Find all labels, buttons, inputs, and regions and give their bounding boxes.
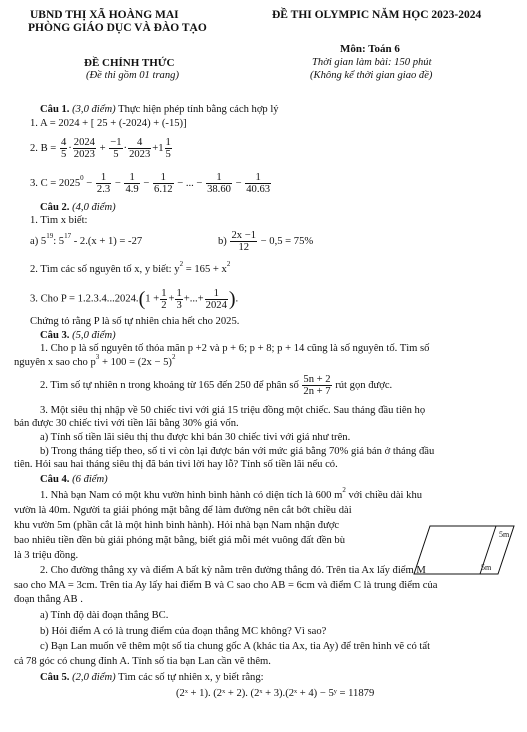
- figure-label-top: 5m: [499, 530, 510, 539]
- q2-part2: 2. Tìm các số nguyên tố x, y biết: $y^2 = 165 + x^2$: [30, 260, 231, 275]
- q4-part2-line1: 2. Cho đường thẳng xy và điểm A bất kỳ nằm trên đường thẳng đó. Trên tia Ax lấy điểm M: [40, 565, 426, 576]
- q4-part2-line3: đoạn thẳng AB .: [14, 594, 83, 605]
- header-official: ĐỀ CHÍNH THỨC: [84, 57, 175, 69]
- q4-part1-line2: vườn là 40m. Người ta giải phóng mặt bằng để làm đường nên cắt bớt chiều dài: [14, 505, 352, 516]
- q2-part1: 1. Tìm x biết:: [30, 215, 88, 226]
- q2-part1-a: a) $5^{19}$: $5^{17} - 2.(x + 1) = -27$: [30, 232, 143, 247]
- q1-part-c: 3. $C = 2025^0$ − $\frac{1}{2.3}$ − $\frac{1}{4.9}$ − $\frac{1}{6.12}$ − ... − $\frac{1}{38.60}$ − $\frac{1}{40.63}$: [30, 172, 271, 196]
- q3-part3-b-line2: tiên. Hỏi sau hai tháng siêu thị đã bán tivi lời hay lỗ? Tính số tiền lãi nếu có.: [14, 459, 338, 470]
- q4-title: Câu 4. (6 điểm): [40, 474, 108, 485]
- q3-title: Câu 3. (5,0 điểm): [40, 330, 116, 341]
- header-pages: (Đề thi gồm 01 trang): [86, 70, 179, 81]
- q2-part1-b: b) $\frac{2x -1}{12}$ − 0,5 = 75%: [218, 230, 314, 254]
- q4-part2-c-line1: c) Bạn Lan muốn vẽ thêm một số tia chung gốc A (khác tia Ax, tia Ay) để trên hình vẽ có tất: [40, 641, 431, 652]
- q2-part3: 3. Cho P = 1.2.3.4...2024.(1 + $\frac{1}{2}$ + $\frac{1}{3}$ +...+ $\frac{1}{2024}$ ).: [30, 287, 239, 311]
- header-exam-title: ĐỀ THI OLYMPIC NĂM HỌC 2023-2024: [272, 9, 482, 21]
- q4-part2-c-line2: cả 78 góc có chung đỉnh A. Tính số tia bạn Lan cần vẽ thêm.: [14, 656, 271, 667]
- q3-part1-line2: nguyên x sao cho $p^3 + 100 = (2x - 5)^2$: [14, 353, 176, 368]
- header-subject: Môn: Toán 6: [340, 43, 400, 55]
- parallelogram-figure: [412, 524, 516, 576]
- q3-part3-b-line1: b) Trong tháng tiếp theo, số ti vi còn lại được bán với mức giá bằng 70% giá bán ở tháng đầu: [40, 446, 435, 457]
- q4-part2-line2: sao cho MA = 3cm. Trên tia Ay lấy hai điểm B và C sao cho AB = 6cm và điểm C là trung điểm của: [14, 580, 438, 591]
- header-time: Thời gian làm bài: 150 phút: [312, 57, 432, 68]
- q4-part1-line1: 1. Nhà bạn Nam có một khu vườn hình bình hành có diện tích là 600 $m^2$ với chiều dài khu: [40, 486, 423, 501]
- q1-part-b: 2. B = $\frac{4}{5}$ · $\frac{2024}{2023}$ + $\frac{-1}{5}$ · $\frac{4}{2023}$ +1 $\frac{1}{5}$: [30, 137, 171, 161]
- q2-part3-conclusion: Chứng tỏ rằng P là số tự nhiên chia hết cho 2025.: [30, 316, 240, 327]
- q3-part2: 2. Tìm số tự nhiên n trong khoảng từ 165 đến 250 để phân số $\frac{5n + 2}{2n + 7}$ rút gọn được.: [40, 374, 393, 398]
- q5-equation: (2ˣ + 1). (2ˣ + 2). (2ˣ + 3).(2ˣ + 4) − 5ʸ = 11879: [176, 688, 375, 699]
- q2-title: Câu 2. (4,0 điểm): [40, 202, 116, 213]
- q1-part-a: 1. A = 2024 + [ 25 + (-2024) + (-15)]: [30, 118, 187, 129]
- q4-part2-a: a) Tính độ dài đoạn thẳng BC.: [40, 610, 169, 621]
- q4-part1-line3: khu vườn 5m (phần cắt là một hình bình hành). Hỏi nhà bạn Nam nhận được: [14, 520, 340, 531]
- figure-label-bottom: 5m: [481, 563, 492, 572]
- q4-part1-line5: là 3 triệu đồng.: [14, 550, 79, 561]
- q3-part1-line1: 1. Cho p là số nguyên tố thỏa mãn p +2 và p + 6; p + 8; p + 14 cũng là số nguyên tố. Tìm số: [40, 343, 430, 354]
- q3-part3-line1: 3. Một siêu thị nhập về 50 chiếc tivi với giá 15 triệu đồng một chiếc. Sau tháng đầu tiên họ: [40, 405, 426, 416]
- q3-part3-line2: bán được 30 chiếc tivi với tiền lãi bằng 30% giá vốn.: [14, 418, 239, 429]
- q5-title: Câu 5. (2,0 điểm) Tìm các số tự nhiên x, y biết rằng:: [40, 672, 264, 683]
- header-authority: UBND THỊ XÃ HOÀNG MAI: [30, 9, 179, 21]
- q1-title: Câu 1. (3,0 điểm) Thực hiện phép tính bằng cách hợp lý: [40, 104, 279, 115]
- q4-part1-line4: bao nhiêu tiền đền bù giải phóng mặt bằng, biết giá mỗi mét vuông đất đền bù: [14, 535, 345, 546]
- q3-part3-a: a) Tính số tiền lãi siêu thị thu được khi bán 30 chiếc tivi với giá như trên.: [40, 432, 351, 443]
- q4-part2-b: b) Hỏi điểm A có là trung điểm của đoạn thẳng MC không? Vì sao?: [40, 626, 327, 637]
- header-time-note: (Không kể thời gian giao đề): [310, 70, 433, 81]
- header-department: PHÒNG GIÁO DỤC VÀ ĐÀO TẠO: [28, 22, 207, 34]
